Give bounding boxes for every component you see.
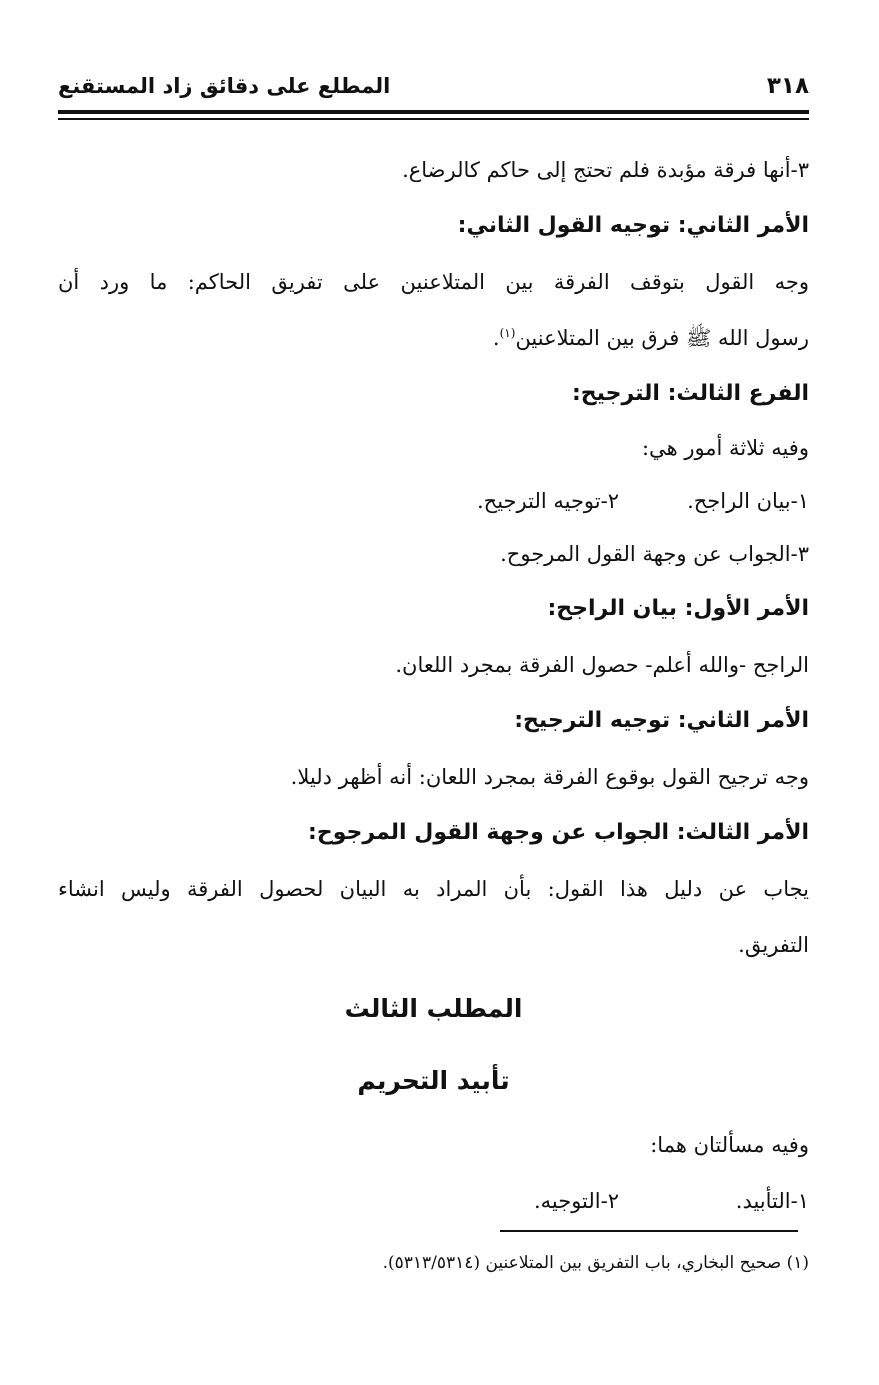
book-title: المطلع على دقائق زاد المستقنع [58, 74, 391, 98]
page-number: ٣١٨ [766, 73, 809, 99]
two-column-line [58, 475, 809, 528]
text-line: وجه القول بتوقف الفرقة بين المتلاعنين على تفريق الحاكم: ما ورد أن [58, 270, 809, 294]
section-subtitle: تأبيد التحريم [357, 1066, 510, 1095]
text-line: وفيه ثلاثة أمور هي: [641, 436, 809, 460]
text-line: التفريق. [738, 933, 809, 957]
footnote: (١) صحيح البخاري، باب التفريق بين المتلاعنين (٥٣١٣/٥٣١٤). [382, 1253, 809, 1273]
heading: الأمر الثاني: توجيه الترجيح: [514, 708, 809, 733]
text-line: الراجح -والله أعلم- حصول الفرقة بمجرد اللعان. [395, 653, 809, 677]
main-text [58, 142, 809, 1229]
two-column-line [58, 1173, 809, 1229]
section-title: المطلب الثالث [344, 994, 523, 1023]
text-span: رسول الله ﷺ فرق بين المتلاعنين [515, 326, 809, 350]
heading: الأمر الأول: بيان الراجح: [547, 596, 809, 621]
text-span: . [492, 326, 500, 350]
list-item: ١-التأبيد. [735, 1189, 809, 1213]
heading: الأمر الثاني: توجيه القول الثاني: [457, 213, 809, 238]
footnote-ref: (١) [499, 326, 516, 340]
text-line: وجه ترجيح القول بوقوع الفرقة بمجرد اللعان: أنه أظهر دليلا. [290, 765, 809, 789]
heading: الفرع الثالث: الترجيح: [571, 381, 809, 406]
list-item: ٢-التوجيه. [533, 1189, 619, 1213]
header-rule-thick [58, 110, 809, 114]
heading: الأمر الثالث: الجواب عن وجهة القول المرجوح: [308, 820, 809, 845]
text-line: يجاب عن دليل هذا القول: بأن المراد به البيان لحصول الفرقة وليس انشاء [58, 877, 809, 901]
footnote-separator [500, 1230, 798, 1232]
header-rule-thin [58, 118, 809, 120]
list-item: ٢-توجيه الترجيح. [476, 489, 619, 513]
text-line [58, 310, 809, 366]
text-line: ٣-الجواب عن وجهة القول المرجوح. [500, 542, 809, 566]
text-line: ٣-أنها فرقة مؤبدة فلم تحتج إلى حاكم كالرضاع. [402, 158, 809, 182]
list-item: ١-بيان الراجح. [687, 489, 809, 513]
page-header [58, 66, 809, 106]
text-line: وفيه مسألتان هما: [650, 1133, 809, 1157]
